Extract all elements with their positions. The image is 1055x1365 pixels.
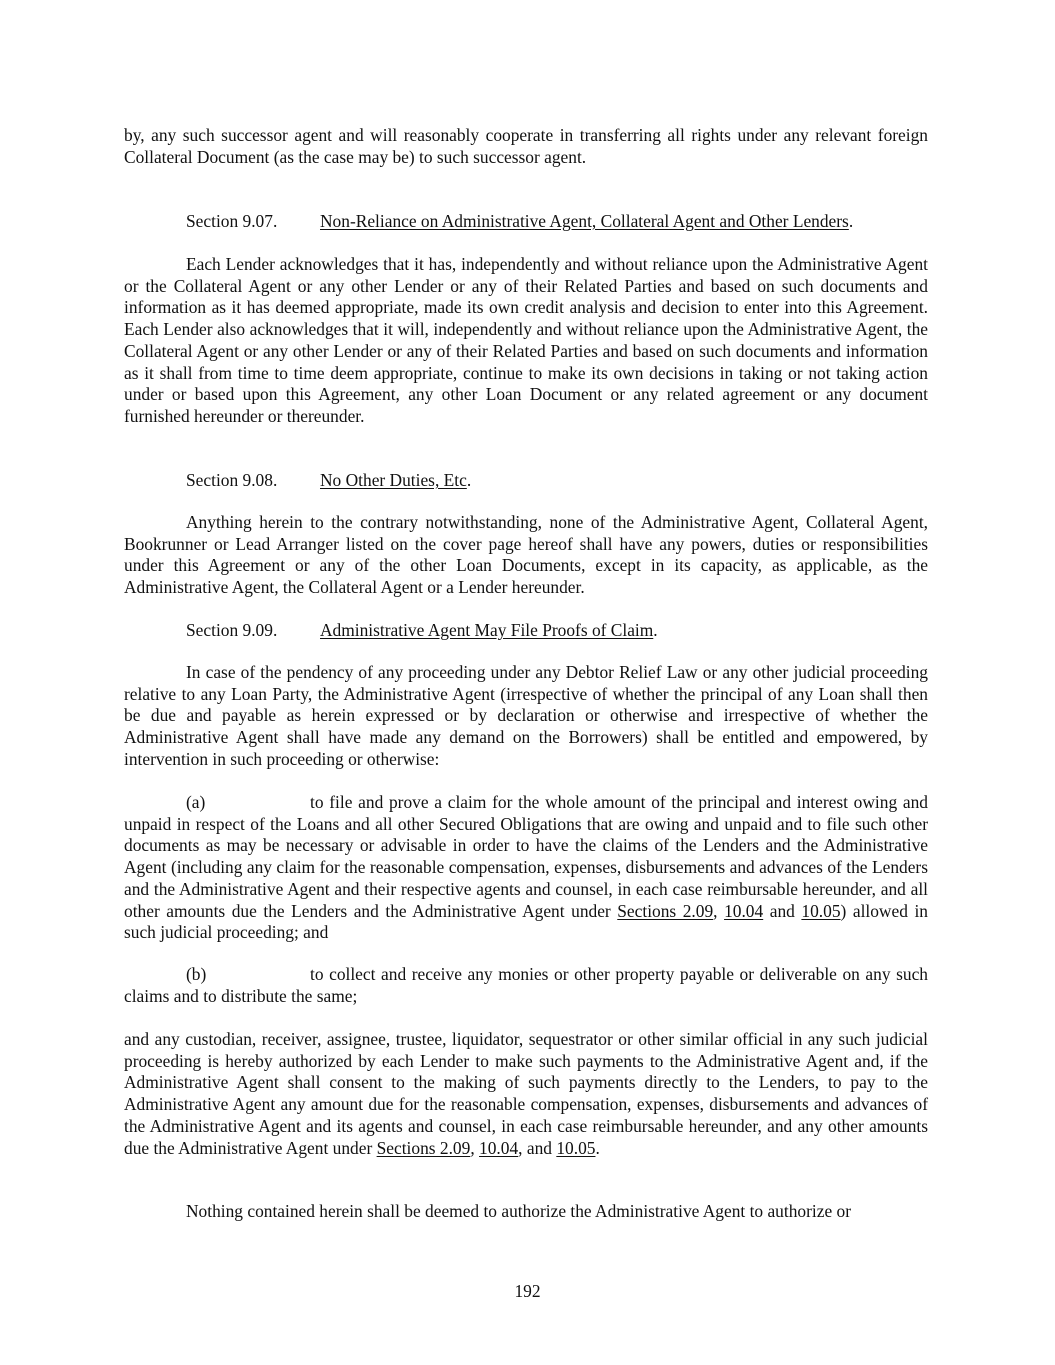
clause-a-text — [124, 792, 928, 944]
clause-b — [124, 964, 928, 1007]
paragraph-text: Nothing contained herein shall be deemed to authorize the Administrative Agent to authorize or — [186, 1201, 851, 1221]
clause-label: (a) — [186, 792, 206, 812]
closing-paragraph-text — [124, 1029, 928, 1159]
clause-text: ) allowed in such judicial proceeding; and — [124, 900, 928, 943]
section-title-suffix: . — [653, 620, 658, 640]
section-title-suffix: . — [466, 470, 472, 490]
section-body-9-07 — [124, 254, 928, 428]
section-heading-9-09 — [186, 620, 658, 642]
section-number: Section 9.07. — [186, 211, 278, 231]
paragraph-text: Anything herein to the contrary notwithstanding, none of the Administrative Agent, Collateral Agent, Bookrunner or Lead Arranger listed on the cover page hereof shall have any powers, duties or responsibilities under this Agreement or any of the other Loan Documents, except in its capacity, as applicable, as the Administrative Agent, the Collateral Agent or a Lender hereunder. — [124, 512, 928, 598]
section-number: Section 9.09. — [186, 620, 278, 640]
paragraph-text: Each Lender acknowledges that it has, independently and without reliance upon the Administrative Agent or the Collateral Agent or any other Lender or any of their Related Parties and based on such documents and information as it has deemed appropriate, made its own credit analysis and decision to enter into this Agreement. Each Lender also acknowledges that it will, independently and without reliance upon the Administrative Agent, the Collateral Agent or any other Lender or any of their Related Parties and based on such documents and information as it shall from time to time deem appropriate, continue to make its own decisions in taking or not taking action under or based upon this Agreement, any other Loan Document or any related agreement or any document furnished hereunder or thereunder. — [124, 254, 928, 426]
cross-reference-link[interactable]: 10.04 — [724, 900, 764, 921]
section-body-9-08 — [124, 512, 928, 599]
separator: , — [713, 900, 725, 921]
section-title: Administrative Agent May File Proofs of Claim — [320, 620, 654, 640]
clause-text: to collect and receive any monies or other property payable or deliverable on any such claims and to distribute the same; — [124, 964, 928, 1006]
separator: , — [470, 1137, 480, 1158]
section-title: Non-Reliance on Administrative Agent, Collateral Agent and Other Lenders — [320, 211, 849, 231]
section-title: No Other Duties, Etc — [320, 470, 467, 490]
cross-reference-link[interactable]: 10.05 — [801, 900, 841, 921]
section-number: Section 9.08. — [186, 470, 278, 490]
continuation-paragraph — [124, 125, 928, 168]
paragraph-text: by, any such successor agent and will reasonably cooperate in transferring all rights under any relevant foreign Collateral Document (as the case may be) to such successor agent. — [124, 125, 928, 167]
section-heading-9-07 — [186, 211, 853, 233]
section-title-suffix: . — [848, 211, 854, 231]
paragraph-text: In case of the pendency of any proceeding under any Debtor Relief Law or any other judicial proceeding relative to any Loan Party, the Administrative Agent (irrespective of whether the principal of any Loan shall then be due and payable as herein expressed or by declaration or otherwise and irrespective of whether the Administrative Agent shall have made any demand on the Borrowers) shall be entitled and empowered, by intervention in such proceeding or otherwise: — [124, 662, 928, 769]
clause-label: (b) — [186, 964, 207, 984]
separator: . — [595, 1137, 600, 1158]
trailing-paragraph — [124, 1201, 928, 1223]
page-number: 192 — [514, 1281, 541, 1301]
section-heading-9-08 — [186, 470, 471, 492]
section-intro-9-09 — [124, 662, 928, 771]
cross-reference-link[interactable]: Sections 2.09 — [376, 1137, 471, 1158]
cross-reference-link[interactable]: 10.04 — [479, 1137, 519, 1158]
clause-b-text — [124, 964, 928, 1007]
closing-paragraph — [124, 1029, 928, 1159]
cross-reference-link[interactable]: Sections 2.09 — [617, 900, 714, 921]
separator: , and — [518, 1137, 557, 1158]
cross-reference-link[interactable]: 10.05 — [556, 1137, 596, 1158]
clause-a — [124, 792, 928, 944]
separator: and — [763, 900, 802, 921]
clause-text: to file and prove a claim for the whole amount of the principal and interest owing and unpaid in respect of the Loans and all other Secured Obligations that are owing and unpaid and to file such other documents as may be necessary or advisable in order to have the claims of the Lenders and the Administrative Agent (including any claim for the reasonable compensation, expenses, disbursements and advances of the Lenders and the Administrative Agent and their respective agents and counsel, in each case reimbursable hereunder, and all other amounts due the Lenders and the Administrative Agent under — [124, 792, 928, 921]
paragraph-text: and any custodian, receiver, assignee, trustee, liquidator, sequestrator or other similar official in any such judicial proceeding is hereby authorized by each Lender to make such payments to the Administrative Agent and, if the Administrative Agent shall consent to the making of such payments directly to the Lenders, to pay to the Administrative Agent any amount due for the reasonable compensation, expenses, disbursements and advances of the Administrative Agent and its agents and counsel, in each case reimbursable hereunder, and any other amounts due the Administrative Agent under — [124, 1029, 928, 1158]
